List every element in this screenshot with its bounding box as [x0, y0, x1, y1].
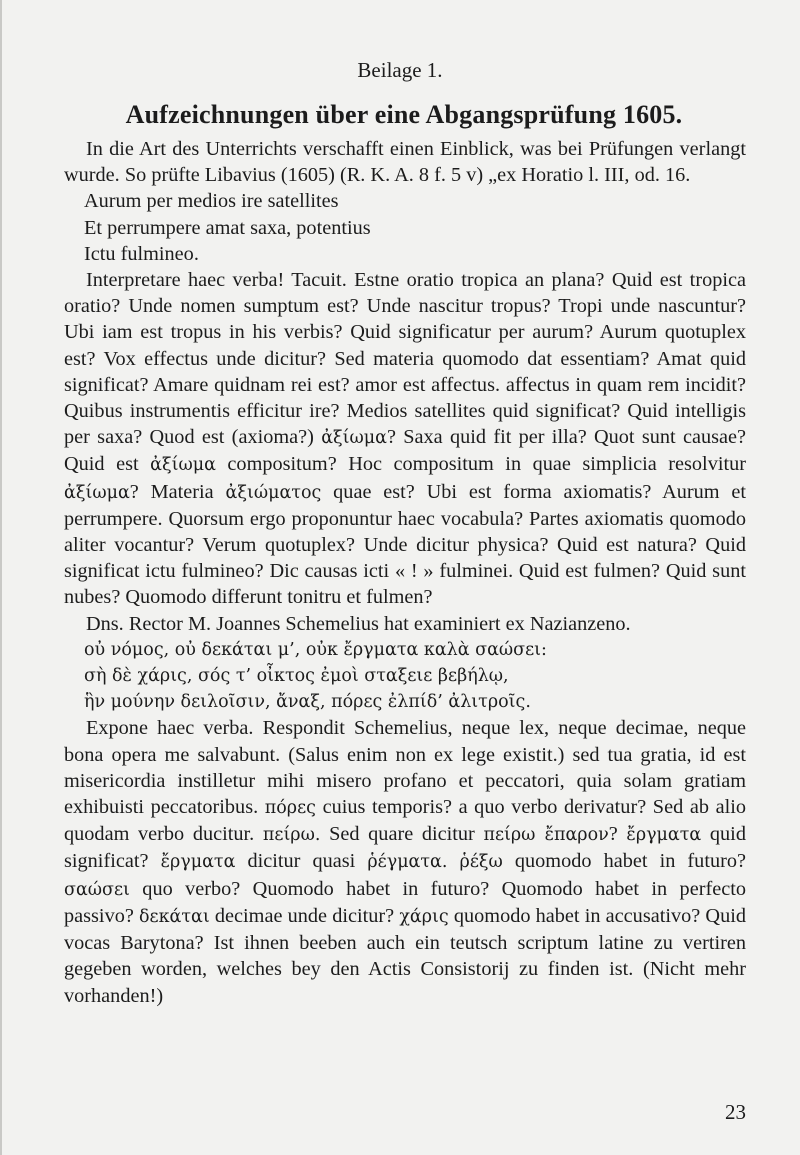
latin-text: quomodo habet in accusativo? Quid vocas Barytona? Ist ihnen beeben auch ein teutsch scriptum latine zu vertiren gegeben worden, welches bey den Actis Consistorij zu finden ist. (Nicht mehr vorhanden!) [64, 904, 746, 1007]
section-title: Aufzeichnungen über eine Abgangsprüfung 1605. [125, 100, 683, 129]
latin-text: quomodo habet in futuro? [502, 850, 746, 873]
greek-verse-line: ἣν μούνην δειλοῖσιν, ἄναξ, πόρες ἐλπίδ’ ἀλιτροῖς. [84, 692, 531, 713]
questions-paragraph [64, 267, 746, 611]
running-header: Beilage 1. [357, 58, 443, 82]
latin-text: ? [608, 823, 627, 846]
exposition-paragraph [64, 715, 746, 1008]
greek-word: πείρω. [262, 825, 321, 846]
greek-word: ἀξιώματος [225, 482, 322, 503]
latin-text: quid significat? [64, 823, 746, 873]
latin-text: Expone haec verba. Respondit Schemelius, neque lex, neque decimae, neque bona opera me salvabunt. (Salus enim non ex lege existit.) sed tua gratia, id est misericordia instilletur mihi misero profano et peccatori, quia solam gratiam exhibuisti peccatoribus. [64, 717, 746, 819]
greek-word: ἀξίωμα [150, 455, 216, 476]
latin-text: cuius temporis? a quo verbo derivatur? Sed ab alio quodam verbo ducitur. [64, 796, 746, 846]
greek-word: σαώσει [64, 879, 130, 900]
latin-text: ? Saxa quid fit per illa? Quot sunt causae? Quid est [64, 426, 746, 476]
page-number: 23 [725, 1100, 746, 1124]
latin-text: quae est? Ubi est forma axiomatis? Aurum et perrumpere. Quorsum ergo proponuntur haec vocabula? Partes axiomatis quomodo aliter vocantur? Verum quotuplex? Unde dicitur physica? Quid est natura? Quid significat ictu fulmineo? Dic causas icti « ! » fulminei. Quid est fulmen? Quid sunt nubes? Quomodo differunt tonitru et fulmen? [64, 480, 746, 609]
greek-word: χάρις [399, 906, 449, 927]
examiner-line: Dns. Rector M. Joannes Schemelius hat examiniert ex Nazianzeno. [86, 612, 631, 635]
greek-word: ἔργματα [160, 852, 236, 873]
verse-line: Ictu fulmineo. [84, 242, 199, 265]
greek-word: πόρες [264, 798, 316, 819]
verse-line: Aurum per medios ire satellites [84, 190, 339, 213]
greek-verse-line: οὐ νόμος, οὐ δεκάται μ’, οὐκ ἔργματα καλὰ σαώσει: [84, 639, 547, 660]
greek-word: ῥέξω [459, 852, 503, 873]
latin-text: decimae unde dicitur? [209, 904, 400, 927]
greek-word: ἀξίωμα [321, 428, 387, 449]
latin-text: quo verbo? Quomodo habet in futuro? Quomodo habet in perfecto passivo? [64, 877, 746, 927]
latin-text: Interpretare haec verba! Tacuit. Estne oratio tropica an plana? Quid est tropica oratio? Unde nomen sumptum est? Unde nascitur tropus? Tropi unde nascuntur? Ubi iam est tropus in his verbis? Quid significatur per aurum? Aurum quotuplex est? Vox effectus unde dicitur? Sed materia quomodo dat essentiam? Amat quid significat? Amare quidnam rei est? amor est affectus. affectus in quam rem incidit? Quibus instrumentis efficitur ire? Medios satellites quid significat? Quid intelligis per saxa? Quod est (axioma?) [64, 269, 746, 449]
page-binding-edge [0, 0, 2, 1155]
greek-word: ἀξίωμα [64, 482, 130, 503]
body-text [64, 136, 746, 1009]
greek-word: δεκάται [139, 906, 210, 927]
greek-verse-line: σὴ δὲ χάρις, σός τ’ οἶκτος ἐμοὶ σταξειε βεβήλῳ, [84, 666, 509, 687]
latin-text [447, 850, 459, 872]
latin-text: dicitur quasi [235, 850, 368, 873]
latin-text: ? Materia [129, 480, 226, 503]
latin-text: compositum? Hoc compositum in quae simplicia resolvitur [215, 453, 746, 476]
greek-word: ἔργματα [626, 825, 702, 846]
latin-text: Sed quare dicitur [320, 823, 484, 846]
greek-word: πείρω ἔπαρον [483, 825, 609, 846]
intro-paragraph: In die Art des Unterrichts verschafft einen Einblick, was bei Prüfungen verlangt wurde. So prüfte Libavius (1605) (R. K. A. 8 f. 5 v) „ex Horatio l. III, od. 16. [64, 138, 746, 187]
verse-line: Et perrumpere amat saxa, potentius [84, 216, 371, 239]
greek-word: ῥέγματα. [367, 852, 448, 873]
